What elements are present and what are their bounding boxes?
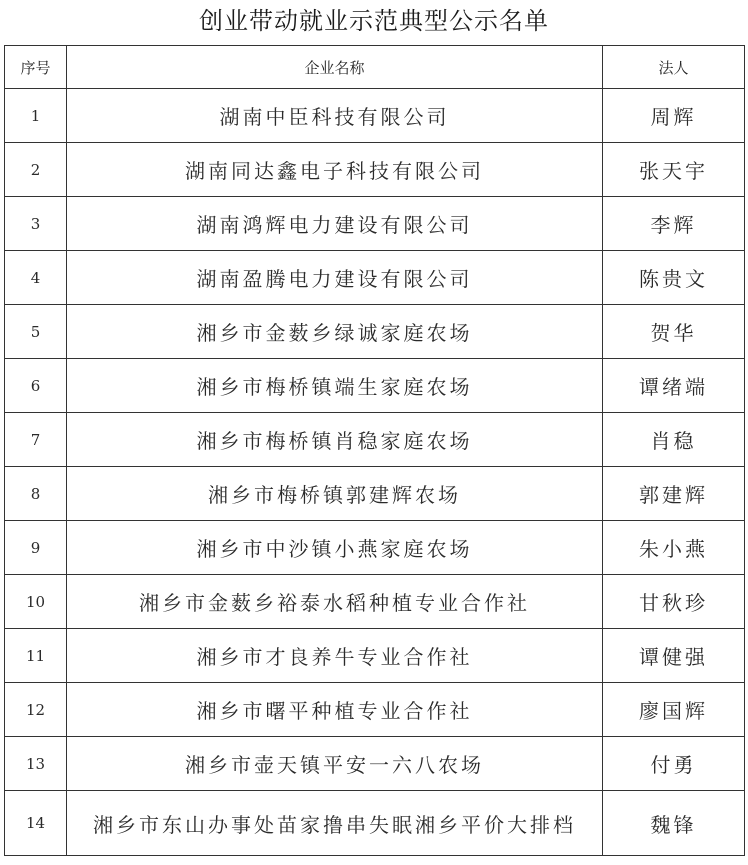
serial-number-cell: 10 — [5, 575, 67, 629]
table-row — [5, 143, 745, 197]
serial-number-cell: 1 — [5, 89, 67, 143]
company-name-cell: 湖南中臣科技有限公司 — [67, 89, 603, 143]
company-name-cell: 湘乡市金薮乡绿诚家庭农场 — [67, 305, 603, 359]
company-name-cell: 湘乡市壶天镇平安一六八农场 — [67, 737, 603, 791]
table-row — [5, 413, 745, 467]
legal-representative-cell: 付勇 — [603, 737, 745, 791]
serial-number-cell: 12 — [5, 683, 67, 737]
roster-table — [4, 45, 745, 856]
company-name-cell: 湘乡市曙平种植专业合作社 — [67, 683, 603, 737]
legal-representative-cell: 张天宇 — [603, 143, 745, 197]
serial-number-cell: 13 — [5, 737, 67, 791]
table-row — [5, 197, 745, 251]
serial-number-cell: 3 — [5, 197, 67, 251]
legal-representative-cell: 谭健强 — [603, 629, 745, 683]
company-name-cell: 湘乡市梅桥镇郭建辉农场 — [67, 467, 603, 521]
legal-representative-cell: 郭建辉 — [603, 467, 745, 521]
company-name-cell: 湘乡市中沙镇小燕家庭农场 — [67, 521, 603, 575]
table-row — [5, 575, 745, 629]
legal-representative-cell: 魏锋 — [603, 791, 745, 856]
legal-representative-cell: 甘秋珍 — [603, 575, 745, 629]
legal-representative-cell: 谭绪端 — [603, 359, 745, 413]
company-name-cell: 湖南同达鑫电子科技有限公司 — [67, 143, 603, 197]
serial-number-cell: 2 — [5, 143, 67, 197]
table-row — [5, 305, 745, 359]
legal-representative-cell: 贺华 — [603, 305, 745, 359]
serial-number-cell: 8 — [5, 467, 67, 521]
company-name-cell: 湘乡市梅桥镇端生家庭农场 — [67, 359, 603, 413]
header-legal-representative: 法人 — [603, 46, 745, 89]
legal-representative-cell: 肖稳 — [603, 413, 745, 467]
legal-representative-cell: 廖国辉 — [603, 683, 745, 737]
legal-representative-cell: 朱小燕 — [603, 521, 745, 575]
table-row — [5, 89, 745, 143]
company-name-cell: 湖南鸿辉电力建设有限公司 — [67, 197, 603, 251]
company-name-cell: 湘乡市金薮乡裕泰水稻种植专业合作社 — [67, 575, 603, 629]
legal-representative-cell: 陈贵文 — [603, 251, 745, 305]
document-title: 创业带动就业示范典型公示名单 — [199, 7, 549, 35]
serial-number-cell: 4 — [5, 251, 67, 305]
company-name-cell: 湘乡市东山办事处苗家撸串失眠湘乡平价大排档 — [67, 791, 603, 856]
serial-number-cell: 6 — [5, 359, 67, 413]
table-row — [5, 737, 745, 791]
company-name-cell: 湘乡市梅桥镇肖稳家庭农场 — [67, 413, 603, 467]
table-row — [5, 359, 745, 413]
table-row — [5, 683, 745, 737]
serial-number-cell: 9 — [5, 521, 67, 575]
table-row — [5, 791, 745, 856]
company-name-cell: 湖南盈腾电力建设有限公司 — [67, 251, 603, 305]
legal-representative-cell: 李辉 — [603, 197, 745, 251]
table-row — [5, 251, 745, 305]
table-header-row — [5, 46, 745, 89]
serial-number-cell: 14 — [5, 791, 67, 856]
legal-representative-cell: 周辉 — [603, 89, 745, 143]
serial-number-cell: 7 — [5, 413, 67, 467]
table-row — [5, 521, 745, 575]
header-company-name: 企业名称 — [67, 46, 603, 89]
header-serial-number: 序号 — [5, 46, 67, 89]
serial-number-cell: 11 — [5, 629, 67, 683]
serial-number-cell: 5 — [5, 305, 67, 359]
company-name-cell: 湘乡市才良养牛专业合作社 — [67, 629, 603, 683]
table-row — [5, 467, 745, 521]
table-row — [5, 629, 745, 683]
